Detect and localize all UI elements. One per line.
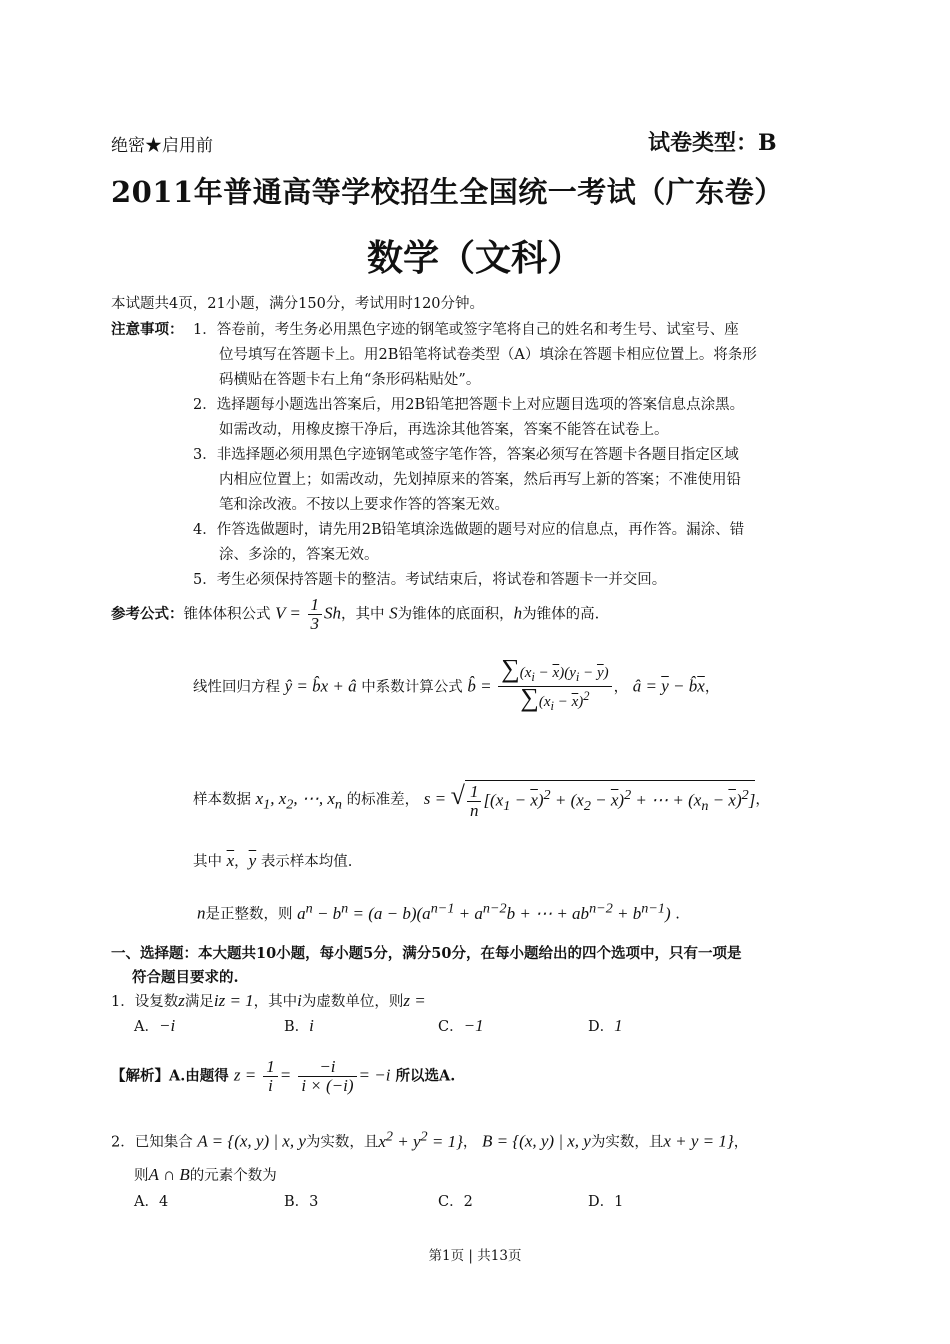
note-line: 码横贴在答题卡右上角“条形码粘贴处”。 xyxy=(219,372,481,388)
question-2-cont: 则A ∩ B的元素个数为 xyxy=(134,1165,277,1184)
exam-title: 2011年普通高等学校招生全国统一考试（广东卷） xyxy=(111,175,784,209)
q1-option-a: A．−i xyxy=(134,1016,176,1035)
section-heading: 一、选择题：本大题共10小题，每小题5分，满分50分，在每小题给出的四个选项中，只有一项是 xyxy=(111,945,742,962)
note-line: 4．作答选做题时，请先用2B铅笔填涂选做题的题号对应的信息点，再作答。漏涂、错 xyxy=(193,522,745,538)
q2-option-a: A．4 xyxy=(134,1194,169,1210)
secret-label: 绝密★启用前 xyxy=(111,136,213,156)
note-line: 笔和涂改液。不按以上要求作答的答案无效。 xyxy=(219,497,509,513)
formula-power: n是正整数，则 $a^n - b^n = (a - b)(a^{n-1} + a^{n-2}b$ + ⋯ + $ab^{n-2} + b^{n-1}$) . xyxy=(197,900,680,923)
formula-regression: 线性回归方程 ŷ = b̂x + â 中系数计算公式 b̂ = $\frac{\sum(x_i - \overline{x})(y_i - \overline{y})}{\sum(x_i - \overline{x})^2}$ ， â = $\overline{y}$ − $b̂\overline{x}$， xyxy=(193,654,720,713)
q2-option-d: D．1 xyxy=(588,1194,624,1210)
intro-text: 本试题共4页，21小题，满分150分，考试用时120分钟。 xyxy=(111,296,485,312)
q1-option-b: B．i xyxy=(284,1016,314,1035)
note-line: 位号填写在答题卡上。用2B铅笔将试卷类型（A）填涂在答题卡相应位置上。将条形 xyxy=(219,347,757,363)
question-1: 1．设复数z满足iz = 1，其中i为虚数单位，则z = xyxy=(111,991,426,1010)
q1-option-d: D．1 xyxy=(588,1016,623,1035)
q2-option-b: B．3 xyxy=(284,1194,319,1210)
note-line: 5．考生必须保持答题卡的整洁。考试结束后，将试卷和答题卡一并交回。 xyxy=(193,572,667,588)
note-line: 3．非选择题必须用黑色字迹钢笔或签字笔作答，答案必须写在答题卡各题目指定区域 xyxy=(193,447,739,463)
formula-cone: 参考公式：锥体体积公式 V = $\frac{1}{3}$ Sh，其中 S为锥体的底面积，h为锥体的高. xyxy=(111,595,600,633)
cone-text: 锥体体积公式 xyxy=(183,606,271,623)
formula-mean: 其中 $\overline{x}$，$\overline{y}$ 表示样本均值. xyxy=(193,851,353,870)
fraction: $\frac{1}{i}$ xyxy=(263,1058,278,1095)
formula-stddev: 样本数据 $x_1$, $x_2$, ⋯, $x_n$ 的标准差， s = √ $\frac{1}{n}$ [$(x_1 - \overline{x})^2 + (x_2 - \overline{x})^2$ + ⋯ + $(x_n - \overline{x})^2$]， xyxy=(193,781,770,820)
fraction: $\frac{1}{3}$ xyxy=(308,596,323,633)
fraction: $\frac{-i}{i \times (-i)}$ xyxy=(298,1058,356,1095)
paper-type: 试卷类型：B xyxy=(648,130,777,156)
fraction: $\frac{\sum(x_i - \overline{x})(y_i - \overline{y})}{\sum(x_i - \overline{x})^2}$ xyxy=(498,660,611,715)
subject-title: 数学（文科） xyxy=(366,237,583,279)
q2-option-c: C．2 xyxy=(438,1194,473,1210)
note-line: 内相应位置上；如需改动，先划掉原来的答案，然后再写上新的答案；不准使用铅 xyxy=(219,472,741,488)
formulas-label: 参考公式： xyxy=(111,605,184,623)
note-line: 2．选择题每小题选出答案后，用2B铅笔把答题卡上对应题目选项的答案信息点涂黑。 xyxy=(193,397,745,413)
notes-label: 注意事项： xyxy=(111,321,184,338)
sqrt-expression: $\frac{1}{n}$ [$(x_1 - \overline{x})^2 + (x_2 - \overline{x})^2$ + ⋯ + $(x_n - \overline{x})^2$] xyxy=(465,780,755,820)
section-heading-cont: 符合题目要求的. xyxy=(132,969,239,986)
fraction: $\frac{1}{n}$ xyxy=(467,783,482,820)
cone-formula: V = xyxy=(275,603,301,623)
q1-solution: 【解析】A.由题得 z = $\frac{1}{i}$ = $\frac{-i}{i \times (-i)}$ = −i 所以选A. xyxy=(111,1057,456,1095)
note-line: 1．答卷前，考生务必用黑色字迹的钢笔或签字笔将自己的姓名和考生号、试室号、座 xyxy=(193,322,739,338)
note-line: 涂、多涂的，答案无效。 xyxy=(219,547,379,563)
note-line: 如需改动，用橡皮擦干净后，再选涂其他答案，答案不能答在试卷上。 xyxy=(219,422,669,438)
page-footer: 第1页 | 共13页 xyxy=(428,1248,522,1264)
q1-option-c: C．−1 xyxy=(438,1016,484,1035)
question-2: 2．已知集合 A = {(x, y) | x, y为实数，且$x^2 + y^2 = 1$}， B = {(x, y) | x, y为实数，且x + y = 1}， xyxy=(111,1128,749,1151)
